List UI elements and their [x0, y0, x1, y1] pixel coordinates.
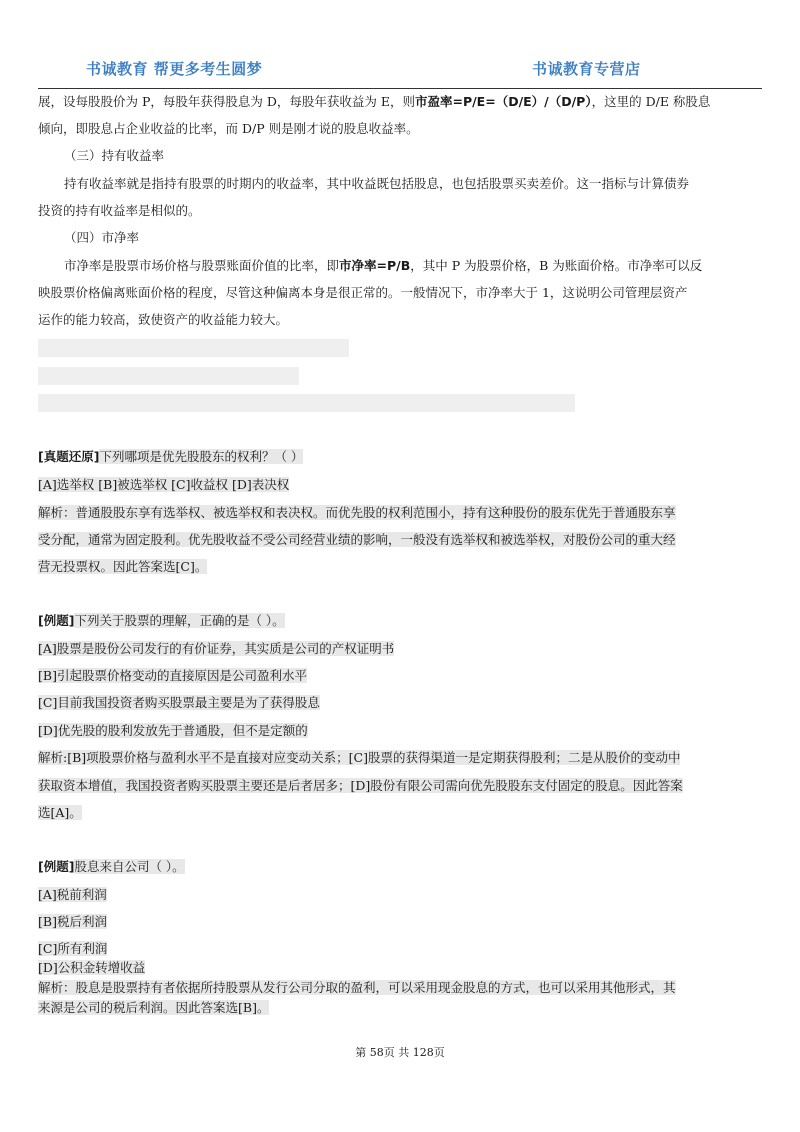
- q2-question: [例题]下列关于股票的理解，正确的是（ ）。: [38, 613, 285, 628]
- q2-analysis-line-1: 解析:[B]项股票价格与盈利水平不是直接对应变动关系；[C]股票的获得渠道一是定期获得股利；二是从股价的变动中: [38, 750, 681, 765]
- q3-option-c: [C]所有利润: [38, 941, 108, 956]
- q2-option-b: [B]引起股票价格变动的直接原因是公司盈利水平: [38, 668, 307, 683]
- section4-line-1: 市净率是股票市场价格与股票账面价值的比率，即市净率=P/B，其中 P 为股票价格，B 为账面价格。市净率可以反: [64, 258, 703, 273]
- header-brand-slogan: 书诚教育 帮更多考生圆梦: [86, 60, 263, 78]
- q1-options: [A]选举权 [B]被选举权 [C]收益权 [D]表决权: [38, 477, 290, 492]
- q1-tag: [真题还原]: [38, 449, 100, 464]
- section4-heading: （四）市净率: [64, 230, 140, 245]
- q1-analysis-line-3: 营无投票权。因此答案选[C]。: [38, 559, 208, 574]
- q3-analysis-line-1: 解析：股息是股票持有者依据所持股票从发行公司分取的盈利，可以采用现金股息的方式，也可以采用其他形式，其: [38, 980, 676, 995]
- q2-tag: [例题]: [38, 613, 75, 628]
- q1-analysis-line-2: 受分配，通常为固定股利。优先股收益不受公司经营业绩的影响，一般没有选举权和被选举权，对股份公司的重大经: [38, 532, 676, 547]
- q2-analysis-line-3: 选[A]。: [38, 805, 82, 820]
- intro-line-1: 展，设每股股价为 P，每股年获得股息为 D，每股年获收益为 E，则市盈率=P/E=（D/E）/（D/P），这里的 D/E 称股息: [38, 94, 711, 109]
- q1-question: [真题还原]下列哪项是优先股股东的权利？（ ）: [38, 449, 304, 464]
- q3-analysis-line-2: 来源是公司的税后利润。因此答案选[B]。: [38, 1000, 270, 1015]
- redacted-line: [38, 339, 349, 357]
- q3-option-b: [B]税后利润: [38, 914, 107, 929]
- q2-option-c: [C]目前我国投资者购买股票最主要是为了获得股息: [38, 695, 320, 710]
- intro-line-2: 倾向，即股息占企业收益的比率，而 D/P 则是刚才说的股息收益率。: [38, 121, 419, 136]
- q2-option-a: [A]股票是股份公司发行的有价证券，其实质是公司的产权证明书: [38, 641, 395, 656]
- section4-line-3: 运作的能力较高，致使资产的收益能力较大。: [38, 312, 289, 327]
- q1-analysis-line-1: 解析：普通股股东享有选举权、被选举权和表决权。而优先股的权利范围小，持有这种股份的股东优先于普通股东享: [38, 505, 676, 520]
- pe-formula: 市盈率=P/E=（D/E）/（D/P）: [414, 94, 592, 109]
- section3-heading: （三）持有收益率: [64, 148, 165, 163]
- header-store-name: 书诚教育专营店: [532, 60, 641, 78]
- header-divider: [38, 88, 762, 89]
- q3-option-a: [A]税前利润: [38, 887, 107, 902]
- q3-option-d: [D]公积金转增收益: [38, 960, 146, 975]
- redacted-line: [38, 394, 575, 412]
- q2-option-d: [D]优先股的股利发放先于普通股，但不是定额的: [38, 723, 308, 738]
- q2-analysis-line-2: 获取资本增值，我国投资者购买股票主要还是后者居多；[D]股份有限公司需向优先股股东支付固定的股息。因此答案: [38, 778, 683, 793]
- q3-tag: [例题]: [38, 859, 75, 874]
- redacted-line: [38, 367, 299, 385]
- section3-line-1: 持有收益率就是指持有股票的时期内的收益率，其中收益既包括股息，也包括股票买卖差价。这一指标与计算债券: [64, 176, 690, 191]
- section3-line-2: 投资的持有收益率是相似的。: [38, 203, 201, 218]
- page-number: 第 58页 共 128页: [355, 1046, 445, 1059]
- pb-formula: 市净率=P/B: [339, 258, 411, 273]
- section4-line-2: 映股票价格偏离账面价格的程度，尽管这种偏离本身是很正常的。一般情况下，市净率大于 1，这说明公司管理层资产: [38, 285, 688, 300]
- q3-question: [例题]股息来自公司（ ）。: [38, 859, 185, 874]
